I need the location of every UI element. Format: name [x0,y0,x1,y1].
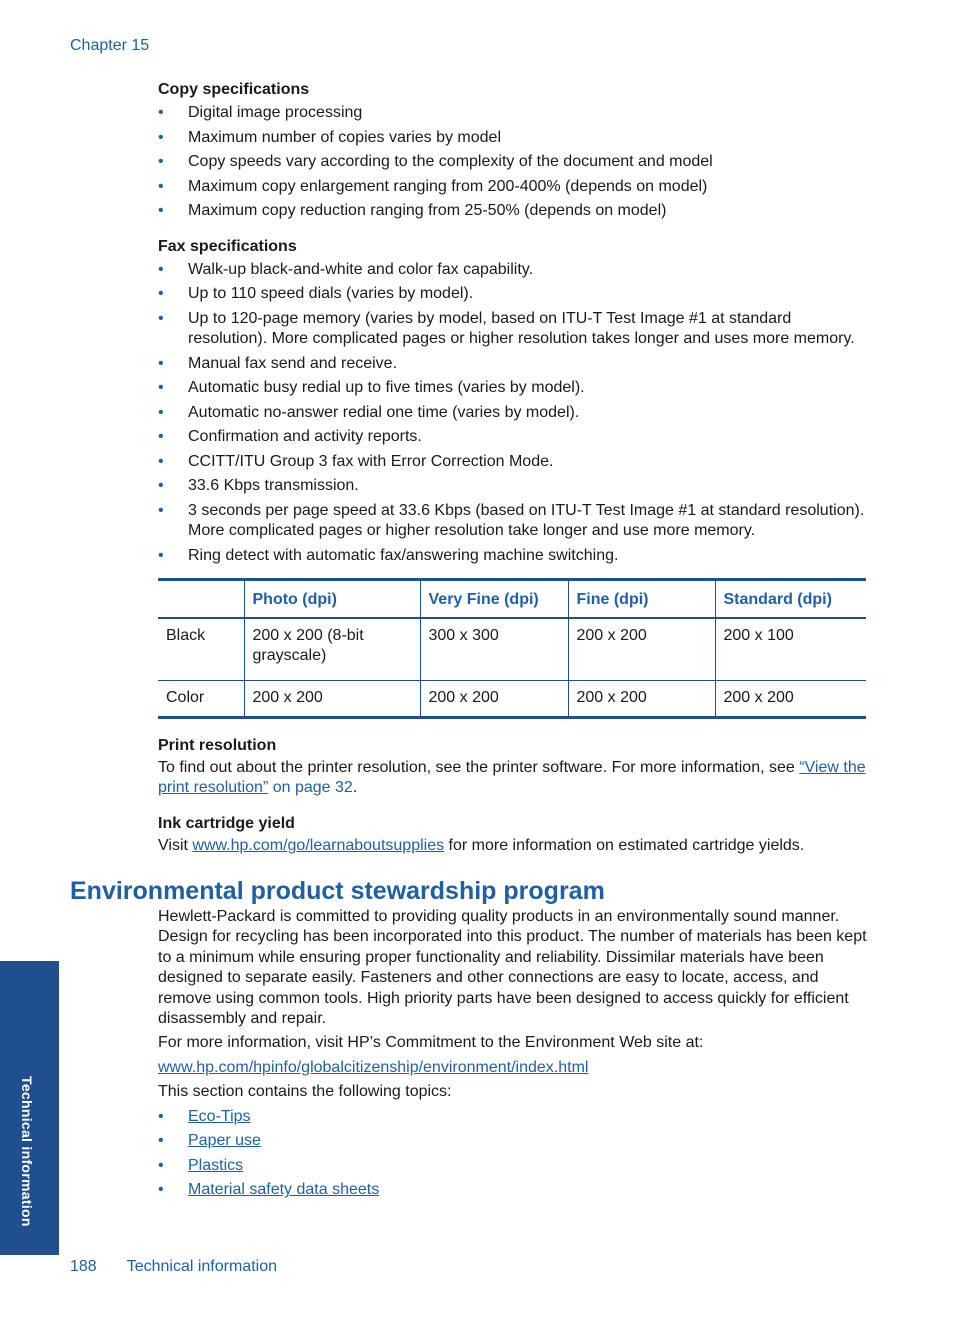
list-item: • Automatic no-answer redial one time (varies by model). [158,403,868,424]
bullet-icon: • [158,153,164,170]
copy-specs-list [158,103,868,222]
list-item: • Up to 120-page memory (varies by model, based on ITU-T Test Image #1 at standard resolution). More complicated pages or higher resolution takes longer and uses more memory. [158,309,855,347]
bullet-icon: • [158,1156,164,1174]
section-title: Environmental product stewardship program [70,877,605,905]
table-header-cell: Very Fine (dpi) [420,580,568,619]
bullet-icon: • [158,403,164,421]
list-item [158,1156,868,1177]
table-header-cell: Standard (dpi) [715,580,866,619]
fax-specs-list [158,260,868,567]
bullet-icon: • [158,379,164,396]
page-footer [70,1258,277,1276]
page-reference: on page 32 [268,779,353,797]
footer-label: Technical information [126,1258,277,1275]
chapter-header: Chapter 15 [70,37,150,54]
table-cell: 200 x 200 [715,681,866,718]
environment-more-info: For more information, visit HP’s Commitment to the Environment Web site at: [158,1034,704,1052]
paper-use-link[interactable]: Paper use [188,1132,261,1150]
bullet-icon: • [158,177,164,195]
bullet-icon: • [158,1181,164,1199]
learn-about-supplies-link[interactable]: www.hp.com/go/learnaboutsupplies [192,836,445,854]
bullet-icon: • [158,309,164,327]
bullet-icon: • [158,452,164,470]
eco-tips-link[interactable]: Eco-Tips [188,1107,251,1125]
fax-resolution-table [158,578,866,719]
bullet-icon: • [158,1132,164,1150]
list-item: • Copy speeds vary according to the complexity of the document and model [158,152,868,173]
list-item: • Ring detect with automatic fax/answering machine switching. [158,546,868,567]
copy-specs-heading: Copy specifications [158,81,310,98]
spec-content [158,80,868,856]
list-item [158,1180,868,1201]
table-cell: 200 x 100 [715,618,866,681]
list-item: • Walk-up black-and-white and color fax capability. [158,260,868,281]
topics-intro: This section contains the following topics: [158,1083,452,1101]
view-print-resolution-link[interactable]: “View the print resolution” [158,759,866,797]
bullet-icon: • [158,501,164,519]
table-cell: 200 x 200 [244,681,420,718]
list-item: • 33.6 Kbps transmission. [158,476,868,497]
bullet-icon: • [158,128,164,146]
print-resolution-text: To find out about the printer resolution, see the printer software. For more information, see “View the print resolution” on page 32. [158,759,866,797]
bullet-icon: • [158,546,164,564]
material-safety-link[interactable]: Material safety data sheets [188,1181,380,1199]
table-row [158,618,866,681]
environment-content [158,907,868,1205]
table-cell: Black [166,627,206,644]
bullet-icon: • [158,104,164,121]
list-item: • Maximum copy reduction ranging from 25-50% (depends on model) [158,201,868,222]
table-cell: 200 x 200 (8-bit grayscale) [244,618,420,681]
bullet-icon: • [158,354,164,372]
fax-specs-heading: Fax specifications [158,237,297,255]
list-item: • Maximum number of copies varies by model [158,128,868,149]
table-cell: 200 x 200 [420,681,568,718]
sidebar-tab-label: Technical information [19,1076,35,1227]
plastics-link[interactable]: Plastics [188,1156,244,1174]
list-item: • Manual fax send and receive. [158,354,868,375]
table-header-cell: Fine (dpi) [568,580,715,619]
list-item: • Digital image processing [158,103,868,124]
list-item [158,1107,868,1128]
bullet-icon: • [158,1107,164,1125]
bullet-icon: • [158,260,164,278]
table-cell: 300 x 300 [420,618,568,681]
table-header-row [158,580,866,619]
list-item [158,1131,868,1152]
table-header-cell [158,580,244,619]
table-row [158,681,866,718]
list-item: • Maximum copy enlargement ranging from 200-400% (depends on model) [158,177,868,198]
environment-intro: Hewlett-Packard is committed to providing quality products in an environmentally sound manner. Design for recycling has been incorporated into this product. The number of materials has been kept to a minimum while ensuring proper functionality and reliability. Dissimilar materials have been designed to separate easily. Fasteners and other connections are easy to locate, access, and remove using common tools. High priority parts have been designed to access quickly for efficient disassembly and repair. [158,908,867,1028]
table-cell: 200 x 200 [568,618,715,681]
bullet-icon: • [158,477,164,494]
table-header-cell: Photo (dpi) [244,580,420,619]
ink-yield-text: Visit www.hp.com/go/learnaboutsupplies for more information on estimated cartridge yields. [158,836,805,854]
table-cell: Color [166,689,205,706]
bullet-icon: • [158,285,164,302]
bullet-icon: • [158,202,164,219]
list-item: • Automatic busy redial up to five times (varies by model). [158,378,868,399]
list-item: • 3 seconds per page speed at 33.6 Kbps (based on ITU-T Test Image #1 at standard resolution). More complicated pages or higher resolution take longer and use more memory. [158,501,865,539]
topics-list [158,1107,868,1201]
page-number: 188 [70,1258,97,1275]
ink-yield-heading: Ink cartridge yield [158,814,295,832]
list-item: • Up to 110 speed dials (varies by model). [158,284,868,305]
list-item: • Confirmation and activity reports. [158,427,868,448]
list-item: • CCITT/ITU Group 3 fax with Error Correction Mode. [158,452,868,473]
print-resolution-heading: Print resolution [158,737,277,754]
table-cell: 200 x 200 [568,681,715,718]
bullet-icon: • [158,428,164,445]
environment-url-link[interactable]: www.hp.com/hpinfo/globalcitizenship/environment/index.html [158,1058,589,1076]
